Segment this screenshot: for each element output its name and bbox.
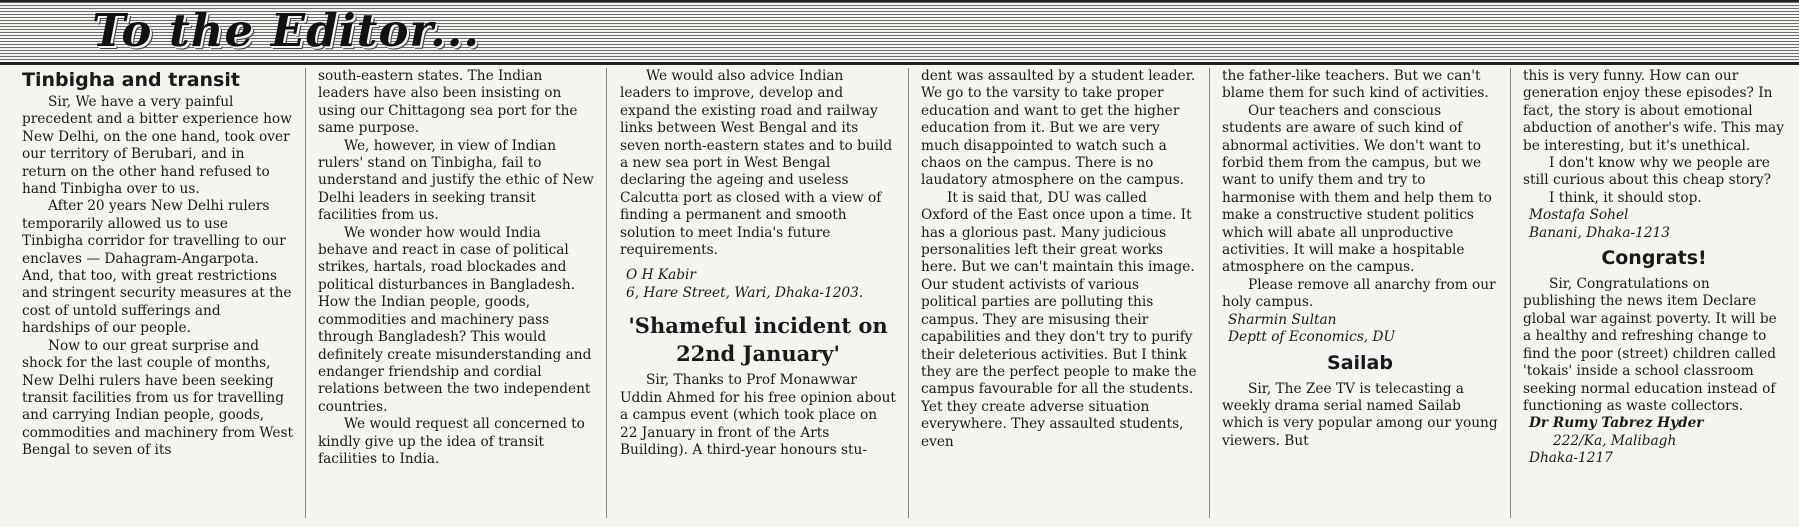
letter-paragraph: We would request all concerned to kindly give up the idea of transit facilities to India. — [318, 416, 585, 467]
letter-paragraph: We, however, in view of Indian rulers' stand on Tinbigha, fail to understand and justify the ethic of New Delhi leaders in seeking transit facilities from us. — [318, 137, 594, 224]
column-5 — [1222, 68, 1498, 526]
column-3 — [620, 68, 896, 526]
letter-paragraph: dent was assaulted by a student leader. We go to the varsity to take proper education and want to get the higher education from it. But we are very much disappointed to watch such a chaos on the campus. There is no laudatory atmosphere on the campus. — [921, 68, 1196, 189]
signature-city: Dhaka-1217 — [1529, 450, 1613, 467]
masthead-rule — [0, 62, 1799, 65]
column-divider — [606, 68, 607, 518]
signature-name: Dr Rumy Tabrez Hyder — [1529, 415, 1704, 432]
letter-heading-tinbigha: Tinbigha and transit — [22, 69, 240, 91]
section-title: To the Editor... — [92, 4, 481, 57]
letter-paragraph: Now to our great surprise and shock for the last couple of months, New Delhi rulers have been seeking transit facilities from us for travelling and carrying Indian people, goods, commodities and machinery from West Bengal to seven of its — [22, 337, 293, 459]
column-1 — [22, 68, 293, 526]
column-divider — [1510, 68, 1511, 518]
letter-paragraph: this is very funny. How can our generation enjoy these episodes? In fact, the story is about emotional abduction of another's wife. This may be interesting, but it's unethical. — [1523, 68, 1784, 154]
masthead-banner — [0, 0, 1799, 64]
letter-paragraph: I think, it should stop. — [1549, 189, 1702, 206]
letter-paragraph: Sir, Congratulations on publishing the news item Declare global war against poverty. It will be a healthy and refreshing change to find the poor (street) children called 'tokais' inside a school classroom seeking normal education instead of functioning as waste collectors. — [1523, 276, 1777, 414]
signature-name: Mostafa Sohel — [1529, 207, 1629, 224]
signature-address: 6, Hare Street, Wari, Dhaka-1203. — [626, 284, 864, 301]
letter-paragraph: After 20 years New Delhi rulers temporarily allowed us to use Tinbigha corridor for travelling to our enclaves — Dahagram-Angarpota. And, that too, with great restrictions and stringent security measures at the cost of untold sufferings and hardships of our people. — [22, 198, 292, 337]
column-4 — [921, 68, 1197, 526]
column-2 — [318, 68, 594, 526]
signature-address: 222/Ka, Malibagh — [1553, 432, 1677, 449]
letter-paragraph: Sir, Thanks to Prof Monawwar Uddin Ahmed for his free opinion about a campus event (which took place on 22 January in front of the Arts Building). A third-year honours stu- — [620, 372, 896, 458]
letter-paragraph: Our teachers and conscious students are aware of such kind of abnormal activities. We don't want to forbid them from the campus, but we want to unify them and try to harmonise with them and help them to make a constructive student politics which will abate all unproductive activities. It will make a hospitable atmosphere on the campus. — [1222, 102, 1492, 276]
letter-paragraph: We would also advice Indian leaders to improve, develop and expand the existing road and railway links between West Bengal and its seven north-eastern states and to build a new sea port in West Bengal declaring the ageing and useless Calcutta port as closed with a view of finding a permanent and smooth solution to meet India's future requirements. — [620, 68, 893, 259]
letter-paragraph: I don't know why we people are still curious about this cheap story? — [1523, 155, 1771, 189]
column-divider — [908, 68, 909, 518]
column-6 — [1523, 68, 1785, 526]
letter-heading-congrats: Congrats! — [1601, 247, 1707, 270]
column-divider — [1209, 68, 1210, 518]
letter-paragraph: Please remove all anarchy from our holy campus. — [1222, 276, 1496, 311]
letter-paragraph: Sir, The Zee TV is telecasting a weekly drama serial named Sailab which is very popular among our young viewers. But — [1222, 380, 1498, 449]
signature-name: Sharmin Sultan — [1228, 311, 1337, 328]
signature-address: Banani, Dhaka-1213 — [1529, 224, 1670, 241]
letter-paragraph: Sir, We have a very painful precedent and a bitter experience how New Delhi, on the one hand, took over our territory of Berubari, and in return on the other hand refused to hand Tinbigha over to us. — [22, 94, 292, 198]
column-divider — [305, 68, 306, 518]
letter-heading-shameful-incident: 'Shameful incident on 22nd January' — [628, 313, 888, 367]
signature-name: O H Kabir — [626, 267, 696, 284]
signature-address: Deptt of Economics, DU — [1228, 329, 1396, 346]
letter-paragraph: south-eastern states. The Indian leaders have also been insisting on using our Chittagong sea port for the same purpose. — [318, 68, 578, 137]
letter-heading-sailab: Sailab — [1327, 351, 1393, 374]
letter-paragraph: It is said that, DU was called Oxford of the East once upon a time. It has a glorious past. Many judicious personalities left their great works here. But we can't maintain this image. Our student activists of various political parties are polluting this campus. They are misusing their capabilities and they don't try to purify their deleterious activities. But I think they are the perfect people to make the campus favourable for all the students. Yet they create adverse situation everywhere. They assaulted students, even — [921, 189, 1197, 450]
letter-paragraph: the father-like teachers. But we can't blame them for such kind of activities. — [1222, 68, 1489, 102]
letter-paragraph: We wonder how would India behave and react in case of political strikes, hartals, road blockades and political disturbances in Bangladesh. How the Indian people, goods, commodities and machinery pass through Bangladesh? This would definitely create misunderstanding and endanger friendship and cordial relations between the two independent countries. — [318, 224, 592, 415]
